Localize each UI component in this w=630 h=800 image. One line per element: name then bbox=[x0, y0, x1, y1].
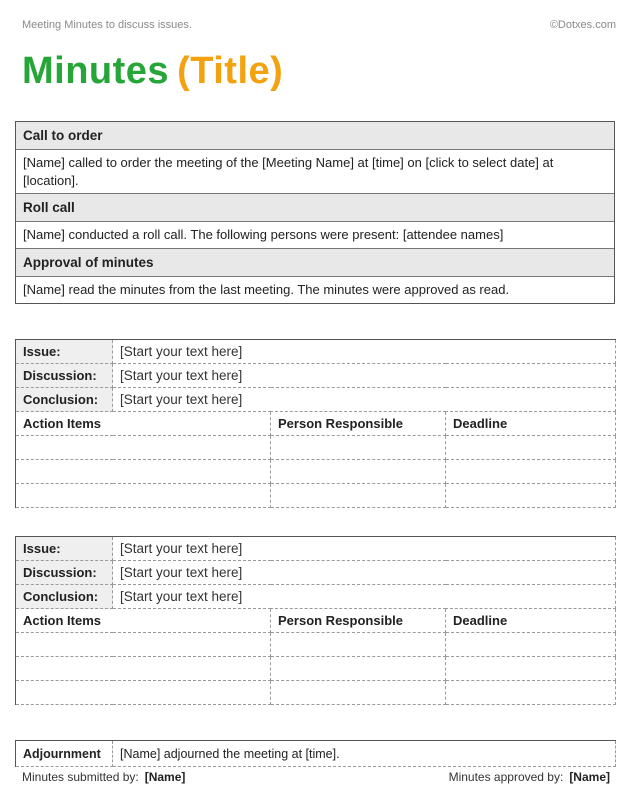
document-subtitle: Meeting Minutes to discuss issues. bbox=[22, 19, 192, 31]
title-placeholder[interactable]: (Title) bbox=[177, 50, 284, 92]
adjournment-label: Adjournment bbox=[16, 741, 113, 767]
conclusion-label: Conclusion: bbox=[16, 388, 113, 412]
person-cell[interactable] bbox=[271, 657, 446, 681]
action-item-cell[interactable] bbox=[16, 436, 271, 460]
conclusion-field[interactable]: [Start your text here] bbox=[113, 388, 616, 412]
issue-field[interactable]: [Start your text here] bbox=[113, 537, 616, 561]
adjournment-field[interactable]: [Name] adjourned the meeting at [time]. bbox=[113, 741, 616, 767]
person-cell[interactable] bbox=[271, 633, 446, 657]
header-line bbox=[22, 19, 616, 31]
action-items-header: Action Items bbox=[16, 609, 271, 633]
meeting-info-box bbox=[15, 121, 615, 304]
approved-by-name[interactable]: [Name] bbox=[569, 770, 610, 784]
action-item-cell[interactable] bbox=[16, 657, 271, 681]
discussion-label: Discussion: bbox=[16, 561, 113, 585]
approved-by-label: Minutes approved by: bbox=[448, 770, 564, 784]
discussion-field[interactable]: [Start your text here] bbox=[113, 364, 616, 388]
roll-call-text[interactable]: [Name] conducted a roll call. The following persons were present: [attendee names] bbox=[16, 222, 614, 249]
conclusion-field[interactable]: [Start your text here] bbox=[113, 585, 616, 609]
call-to-order-heading: Call to order bbox=[16, 122, 614, 150]
action-item-cell[interactable] bbox=[16, 681, 271, 705]
issue-field[interactable]: [Start your text here] bbox=[113, 340, 616, 364]
issue-table-2 bbox=[15, 536, 616, 705]
conclusion-label: Conclusion: bbox=[16, 585, 113, 609]
person-cell[interactable] bbox=[271, 460, 446, 484]
person-cell[interactable] bbox=[271, 484, 446, 508]
submitted-by bbox=[22, 770, 185, 784]
deadline-cell[interactable] bbox=[446, 460, 616, 484]
person-cell[interactable] bbox=[271, 436, 446, 460]
issue-label: Issue: bbox=[16, 340, 113, 364]
action-items-header: Action Items bbox=[16, 412, 271, 436]
approved-by bbox=[449, 770, 610, 784]
action-item-cell[interactable] bbox=[16, 484, 271, 508]
deadline-cell[interactable] bbox=[446, 436, 616, 460]
submitted-by-label: Minutes submitted by: bbox=[22, 770, 139, 784]
issue-label: Issue: bbox=[16, 537, 113, 561]
approval-heading: Approval of minutes bbox=[16, 249, 614, 277]
deadline-cell[interactable] bbox=[446, 681, 616, 705]
source-credit: ©Dotxes.com bbox=[549, 19, 616, 31]
adjournment-table bbox=[15, 740, 616, 767]
roll-call-heading: Roll call bbox=[16, 194, 614, 222]
issue-table-1 bbox=[15, 339, 616, 508]
deadline-cell[interactable] bbox=[446, 633, 616, 657]
signature-footer bbox=[22, 770, 610, 784]
action-item-cell[interactable] bbox=[16, 633, 271, 657]
action-item-cell[interactable] bbox=[16, 460, 271, 484]
person-cell[interactable] bbox=[271, 681, 446, 705]
person-responsible-header: Person Responsible bbox=[271, 412, 446, 436]
title-word-minutes: Minutes bbox=[22, 50, 170, 92]
deadline-cell[interactable] bbox=[446, 657, 616, 681]
submitted-by-name[interactable]: [Name] bbox=[144, 770, 186, 784]
approval-text[interactable]: [Name] read the minutes from the last meeting. The minutes were approved as read. bbox=[23, 282, 510, 297]
call-to-order-text[interactable]: [Name] called to order the meeting of the [Meeting Name] at [time] on [click to select date] at [location]. bbox=[16, 150, 614, 194]
deadline-header: Deadline bbox=[446, 412, 616, 436]
deadline-header: Deadline bbox=[446, 609, 616, 633]
person-responsible-header: Person Responsible bbox=[271, 609, 446, 633]
deadline-cell[interactable] bbox=[446, 484, 616, 508]
discussion-label: Discussion: bbox=[16, 364, 113, 388]
discussion-field[interactable]: [Start your text here] bbox=[113, 561, 616, 585]
page-title bbox=[22, 50, 283, 93]
